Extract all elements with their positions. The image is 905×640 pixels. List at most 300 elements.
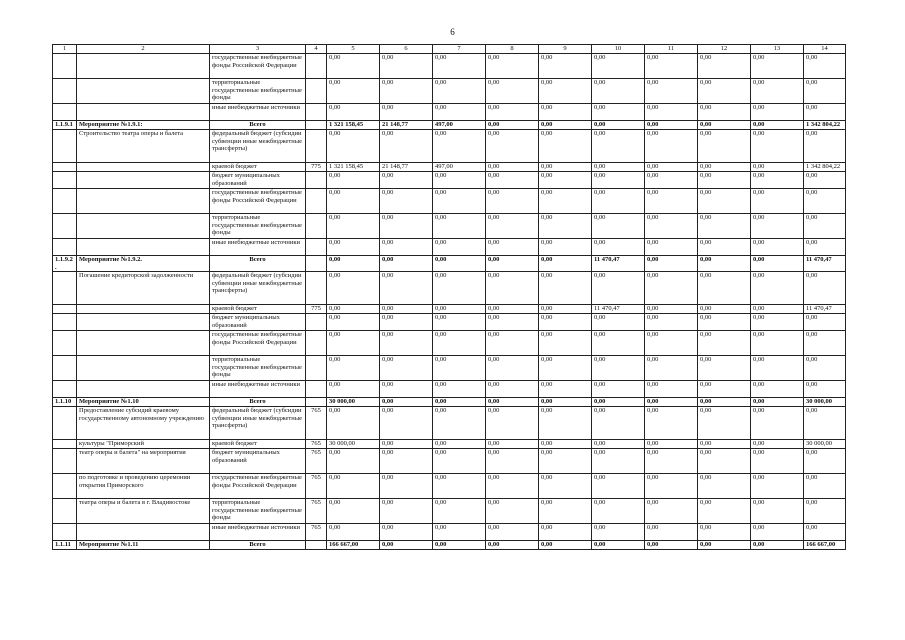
amount-cell: 0,00	[539, 272, 592, 305]
code-cell	[306, 272, 327, 305]
item-code-cell	[53, 499, 77, 524]
amount-cell: 1 342 804,22	[804, 163, 846, 172]
amount-cell: 0,00	[645, 407, 698, 440]
amount-cell: 0,00	[804, 214, 846, 239]
amount-cell: 0,00	[698, 272, 751, 305]
funding-source-cell: государственные внебюджетные фонды Российской Федерации	[210, 54, 306, 79]
amount-cell: 0,00	[486, 121, 539, 130]
item-name-cell: культуры "Приморский	[77, 440, 210, 449]
code-cell	[306, 398, 327, 407]
item-code-cell	[53, 449, 77, 474]
amount-cell: 0,00	[486, 239, 539, 256]
amount-cell: 0,00	[645, 449, 698, 474]
amount-cell: 0,00	[380, 256, 433, 272]
amount-cell: 0,00	[645, 163, 698, 172]
amount-cell: 0,00	[592, 398, 645, 407]
funding-source-cell: государственные внебюджетные фонды Российской Федерации	[210, 189, 306, 214]
amount-cell: 0,00	[486, 407, 539, 440]
funding-source-cell: Всего	[210, 121, 306, 130]
amount-cell: 0,00	[539, 189, 592, 214]
table-row	[53, 356, 846, 381]
amount-cell: 0,00	[380, 305, 433, 314]
amount-cell: 0,00	[804, 524, 846, 541]
amount-cell: 0,00	[751, 214, 804, 239]
item-name-cell	[77, 189, 210, 214]
amount-cell: 0,00	[380, 272, 433, 305]
amount-cell: 0,00	[380, 474, 433, 499]
amount-cell: 11 470,47	[592, 305, 645, 314]
amount-cell: 0,00	[592, 314, 645, 331]
amount-cell: 0,00	[327, 172, 380, 189]
amount-cell: 0,00	[486, 449, 539, 474]
amount-cell: 0,00	[380, 130, 433, 163]
amount-cell: 0,00	[486, 305, 539, 314]
item-name-cell	[77, 305, 210, 314]
item-code-cell	[53, 474, 77, 499]
amount-cell: 0,00	[645, 440, 698, 449]
amount-cell: 0,00	[592, 272, 645, 305]
amount-cell: 0,00	[645, 331, 698, 356]
item-code-cell: 1.1.9.2.	[53, 256, 77, 272]
amount-cell: 0,00	[433, 256, 486, 272]
amount-cell: 0,00	[804, 474, 846, 499]
code-cell: 765	[306, 524, 327, 541]
table-row	[53, 440, 846, 449]
amount-cell: 0,00	[539, 449, 592, 474]
funding-source-cell: федеральный бюджет (субсидии субвенции иные межбюджетные трансферты)	[210, 272, 306, 305]
amount-cell: 0,00	[698, 331, 751, 356]
amount-cell: 0,00	[327, 104, 380, 121]
funding-source-cell: территориальные государственные внебюджетные фонды	[210, 79, 306, 104]
code-cell: 765	[306, 440, 327, 449]
amount-cell: 0,00	[380, 407, 433, 440]
amount-cell: 166 667,00	[327, 541, 380, 550]
amount-cell: 0,00	[539, 305, 592, 314]
code-cell	[306, 381, 327, 398]
amount-cell: 0,00	[327, 189, 380, 214]
code-cell: 775	[306, 305, 327, 314]
amount-cell: 0,00	[751, 130, 804, 163]
amount-cell: 0,00	[751, 54, 804, 79]
column-header: 12	[698, 45, 751, 54]
amount-cell: 0,00	[804, 356, 846, 381]
funding-source-cell: территориальные государственные внебюджетные фонды	[210, 356, 306, 381]
funding-source-cell: иные внебюджетные источники	[210, 104, 306, 121]
item-code-cell	[53, 524, 77, 541]
code-cell	[306, 79, 327, 104]
amount-cell: 0,00	[751, 499, 804, 524]
amount-cell: 0,00	[486, 541, 539, 550]
code-cell	[306, 189, 327, 214]
funding-source-cell: Всего	[210, 256, 306, 272]
column-header: 13	[751, 45, 804, 54]
amount-cell: 0,00	[804, 172, 846, 189]
table-row	[53, 121, 846, 130]
funding-source-cell: краевой бюджет	[210, 305, 306, 314]
amount-cell: 0,00	[804, 314, 846, 331]
amount-cell: 0,00	[327, 239, 380, 256]
amount-cell: 0,00	[380, 356, 433, 381]
amount-cell: 0,00	[645, 104, 698, 121]
funding-source-cell: территориальные государственные внебюджетные фонды	[210, 214, 306, 239]
funding-source-cell: иные внебюджетные источники	[210, 381, 306, 398]
amount-cell: 0,00	[539, 407, 592, 440]
item-name-cell	[77, 79, 210, 104]
amount-cell: 0,00	[698, 54, 751, 79]
header-row	[53, 45, 846, 54]
item-name-cell: Мероприятие №1.10	[77, 398, 210, 407]
amount-cell: 0,00	[698, 541, 751, 550]
amount-cell: 0,00	[380, 381, 433, 398]
amount-cell: 0,00	[698, 407, 751, 440]
amount-cell: 0,00	[539, 239, 592, 256]
amount-cell: 0,00	[486, 440, 539, 449]
amount-cell: 0,00	[327, 79, 380, 104]
amount-cell: 21 148,77	[380, 163, 433, 172]
amount-cell: 0,00	[751, 256, 804, 272]
amount-cell: 0,00	[698, 130, 751, 163]
amount-cell: 0,00	[539, 541, 592, 550]
table-row	[53, 541, 846, 550]
amount-cell: 0,00	[380, 79, 433, 104]
amount-cell: 0,00	[592, 163, 645, 172]
item-name-cell	[77, 331, 210, 356]
amount-cell: 0,00	[327, 314, 380, 331]
item-name-cell	[77, 163, 210, 172]
amount-cell: 0,00	[804, 79, 846, 104]
amount-cell: 0,00	[327, 524, 380, 541]
code-cell	[306, 541, 327, 550]
amount-cell: 0,00	[486, 272, 539, 305]
column-header: 6	[380, 45, 433, 54]
item-name-cell	[77, 356, 210, 381]
amount-cell: 0,00	[645, 499, 698, 524]
table-row	[53, 407, 846, 440]
amount-cell: 166 667,00	[804, 541, 846, 550]
amount-cell: 0,00	[380, 524, 433, 541]
amount-cell: 0,00	[486, 79, 539, 104]
code-cell: 765	[306, 474, 327, 499]
table-row	[53, 54, 846, 79]
amount-cell: 0,00	[698, 172, 751, 189]
amount-cell: 0,00	[645, 79, 698, 104]
item-code-cell	[53, 272, 77, 305]
amount-cell: 0,00	[327, 130, 380, 163]
amount-cell: 0,00	[486, 524, 539, 541]
amount-cell: 0,00	[592, 239, 645, 256]
amount-cell: 0,00	[380, 440, 433, 449]
item-name-cell	[77, 239, 210, 256]
amount-cell: 0,00	[486, 356, 539, 381]
budget-table	[52, 44, 846, 550]
amount-cell: 0,00	[751, 172, 804, 189]
item-name-cell: Погашение кредиторской задолженности	[77, 272, 210, 305]
amount-cell: 0,00	[804, 381, 846, 398]
amount-cell: 0,00	[592, 449, 645, 474]
amount-cell: 0,00	[645, 524, 698, 541]
amount-cell: 0,00	[433, 130, 486, 163]
amount-cell: 0,00	[645, 121, 698, 130]
amount-cell: 0,00	[433, 189, 486, 214]
amount-cell: 0,00	[539, 214, 592, 239]
amount-cell: 0,00	[645, 474, 698, 499]
table-row	[53, 398, 846, 407]
amount-cell: 0,00	[645, 305, 698, 314]
item-name-cell: театр оперы и балета" на мероприятия	[77, 449, 210, 474]
amount-cell: 0,00	[698, 121, 751, 130]
amount-cell: 0,00	[698, 381, 751, 398]
amount-cell: 11 470,47	[592, 256, 645, 272]
item-name-cell: по подготовке и проведению церемонии открытия Приморского	[77, 474, 210, 499]
amount-cell: 0,00	[751, 189, 804, 214]
item-code-cell: 1.1.9.1	[53, 121, 77, 130]
amount-cell: 0,00	[486, 398, 539, 407]
amount-cell: 0,00	[380, 314, 433, 331]
amount-cell: 0,00	[592, 381, 645, 398]
funding-source-cell: краевой бюджет	[210, 440, 306, 449]
amount-cell: 0,00	[539, 440, 592, 449]
amount-cell: 0,00	[486, 256, 539, 272]
table-row	[53, 172, 846, 189]
amount-cell: 0,00	[645, 272, 698, 305]
amount-cell: 0,00	[327, 499, 380, 524]
item-code-cell	[53, 314, 77, 331]
amount-cell: 0,00	[539, 163, 592, 172]
amount-cell: 0,00	[751, 381, 804, 398]
table-row	[53, 524, 846, 541]
item-code-cell	[53, 331, 77, 356]
amount-cell: 0,00	[698, 499, 751, 524]
code-cell: 765	[306, 407, 327, 440]
amount-cell: 0,00	[433, 214, 486, 239]
amount-cell: 0,00	[433, 272, 486, 305]
amount-cell: 0,00	[751, 449, 804, 474]
amount-cell: 1 342 804,22	[804, 121, 846, 130]
amount-cell: 0,00	[486, 54, 539, 79]
funding-source-cell: Всего	[210, 541, 306, 550]
amount-cell: 0,00	[645, 189, 698, 214]
item-name-cell	[77, 54, 210, 79]
item-code-cell	[53, 130, 77, 163]
amount-cell: 0,00	[539, 130, 592, 163]
amount-cell: 0,00	[698, 104, 751, 121]
table-row	[53, 214, 846, 239]
amount-cell: 0,00	[592, 499, 645, 524]
amount-cell: 0,00	[751, 163, 804, 172]
amount-cell: 0,00	[804, 331, 846, 356]
amount-cell: 0,00	[433, 440, 486, 449]
amount-cell: 30 000,00	[804, 398, 846, 407]
column-header: 14	[804, 45, 846, 54]
funding-source-cell: бюджет муниципальных образований	[210, 172, 306, 189]
amount-cell: 0,00	[433, 407, 486, 440]
item-name-cell	[77, 104, 210, 121]
amount-cell: 0,00	[751, 407, 804, 440]
amount-cell: 0,00	[433, 104, 486, 121]
amount-cell: 0,00	[698, 79, 751, 104]
funding-source-cell: краевой бюджет	[210, 163, 306, 172]
amount-cell: 0,00	[380, 172, 433, 189]
amount-cell: 0,00	[433, 499, 486, 524]
amount-cell: 0,00	[539, 172, 592, 189]
amount-cell: 0,00	[486, 214, 539, 239]
item-name-cell	[77, 314, 210, 331]
item-code-cell	[53, 189, 77, 214]
amount-cell: 0,00	[327, 356, 380, 381]
amount-cell: 0,00	[698, 314, 751, 331]
amount-cell: 0,00	[433, 331, 486, 356]
column-header: 1	[53, 45, 77, 54]
code-cell	[306, 54, 327, 79]
amount-cell: 0,00	[751, 272, 804, 305]
item-name-cell: Мероприятие №1.11	[77, 541, 210, 550]
amount-cell: 0,00	[539, 314, 592, 331]
item-code-cell	[53, 104, 77, 121]
code-cell: 775	[306, 163, 327, 172]
amount-cell: 0,00	[433, 398, 486, 407]
funding-source-cell: федеральный бюджет (субсидии субвенции иные межбюджетные трансферты)	[210, 407, 306, 440]
amount-cell: 0,00	[751, 356, 804, 381]
amount-cell: 0,00	[698, 305, 751, 314]
amount-cell: 0,00	[751, 79, 804, 104]
amount-cell: 0,00	[698, 189, 751, 214]
item-code-cell	[53, 214, 77, 239]
amount-cell: 0,00	[380, 54, 433, 79]
amount-cell: 0,00	[539, 104, 592, 121]
amount-cell: 0,00	[380, 214, 433, 239]
amount-cell: 0,00	[804, 239, 846, 256]
amount-cell: 0,00	[804, 407, 846, 440]
code-cell: 765	[306, 449, 327, 474]
amount-cell: 0,00	[486, 499, 539, 524]
amount-cell: 0,00	[380, 189, 433, 214]
amount-cell: 0,00	[433, 381, 486, 398]
table-row	[53, 272, 846, 305]
amount-cell: 0,00	[698, 398, 751, 407]
amount-cell: 0,00	[592, 356, 645, 381]
amount-cell: 0,00	[380, 104, 433, 121]
amount-cell: 0,00	[592, 104, 645, 121]
item-name-cell	[77, 172, 210, 189]
amount-cell: 11 470,47	[804, 256, 846, 272]
item-code-cell	[53, 440, 77, 449]
amount-cell: 0,00	[486, 104, 539, 121]
column-header: 9	[539, 45, 592, 54]
amount-cell: 0,00	[645, 172, 698, 189]
amount-cell: 0,00	[327, 272, 380, 305]
code-cell	[306, 331, 327, 356]
funding-source-cell: иные внебюджетные источники	[210, 239, 306, 256]
code-cell	[306, 356, 327, 381]
amount-cell: 0,00	[592, 130, 645, 163]
amount-cell: 0,00	[645, 130, 698, 163]
amount-cell: 0,00	[327, 256, 380, 272]
column-header: 5	[327, 45, 380, 54]
amount-cell: 0,00	[539, 398, 592, 407]
amount-cell: 0,00	[486, 331, 539, 356]
amount-cell: 0,00	[645, 256, 698, 272]
table-row	[53, 314, 846, 331]
amount-cell: 0,00	[433, 541, 486, 550]
amount-cell: 0,00	[380, 239, 433, 256]
amount-cell: 0,00	[645, 239, 698, 256]
amount-cell: 0,00	[645, 314, 698, 331]
amount-cell: 0,00	[698, 214, 751, 239]
funding-source-cell: бюджет муниципальных образований	[210, 314, 306, 331]
amount-cell: 0,00	[327, 449, 380, 474]
amount-cell: 0,00	[751, 440, 804, 449]
amount-cell: 0,00	[327, 381, 380, 398]
amount-cell: 1 321 158,45	[327, 163, 380, 172]
code-cell	[306, 239, 327, 256]
amount-cell: 0,00	[592, 407, 645, 440]
amount-cell: 0,00	[751, 239, 804, 256]
item-code-cell	[53, 381, 77, 398]
amount-cell: 0,00	[698, 356, 751, 381]
amount-cell: 0,00	[539, 121, 592, 130]
amount-cell: 0,00	[486, 130, 539, 163]
amount-cell: 0,00	[751, 541, 804, 550]
amount-cell: 0,00	[486, 163, 539, 172]
item-name-cell: Мероприятие №1.9.2.	[77, 256, 210, 272]
item-name-cell: Предоставление субсидий краевому государственному автономному учреждению	[77, 407, 210, 440]
amount-cell: 11 470,47	[804, 305, 846, 314]
amount-cell: 0,00	[592, 541, 645, 550]
column-header: 8	[486, 45, 539, 54]
amount-cell: 0,00	[751, 314, 804, 331]
column-header: 11	[645, 45, 698, 54]
funding-source-cell: территориальные государственные внебюджетные фонды	[210, 499, 306, 524]
table-row	[53, 305, 846, 314]
table-row	[53, 381, 846, 398]
amount-cell: 0,00	[433, 474, 486, 499]
amount-cell: 0,00	[592, 79, 645, 104]
amount-cell: 0,00	[327, 305, 380, 314]
table-row	[53, 499, 846, 524]
amount-cell: 0,00	[539, 474, 592, 499]
amount-cell: 0,00	[804, 54, 846, 79]
amount-cell: 0,00	[751, 524, 804, 541]
amount-cell: 0,00	[698, 449, 751, 474]
page-number: 6	[450, 27, 455, 37]
code-cell: 765	[306, 499, 327, 524]
funding-source-cell: Всего	[210, 398, 306, 407]
item-code-cell	[53, 356, 77, 381]
amount-cell: 0,00	[592, 172, 645, 189]
amount-cell: 0,00	[751, 331, 804, 356]
column-header: 2	[77, 45, 210, 54]
table-row	[53, 239, 846, 256]
table-row	[53, 256, 846, 272]
item-name-cell	[77, 214, 210, 239]
amount-cell: 0,00	[327, 54, 380, 79]
item-code-cell	[53, 163, 77, 172]
column-header: 4	[306, 45, 327, 54]
amount-cell: 0,00	[539, 381, 592, 398]
funding-source-cell: федеральный бюджет (субсидии субвенции иные межбюджетные трансферты)	[210, 130, 306, 163]
amount-cell: 0,00	[751, 398, 804, 407]
item-name-cell	[77, 524, 210, 541]
amount-cell: 0,00	[645, 398, 698, 407]
code-cell	[306, 314, 327, 331]
code-cell	[306, 256, 327, 272]
amount-cell: 30 000,00	[804, 440, 846, 449]
funding-source-cell: государственные внебюджетные фонды Российской Федерации	[210, 474, 306, 499]
amount-cell: 0,00	[698, 524, 751, 541]
code-cell	[306, 172, 327, 189]
amount-cell: 0,00	[433, 172, 486, 189]
table-row	[53, 104, 846, 121]
